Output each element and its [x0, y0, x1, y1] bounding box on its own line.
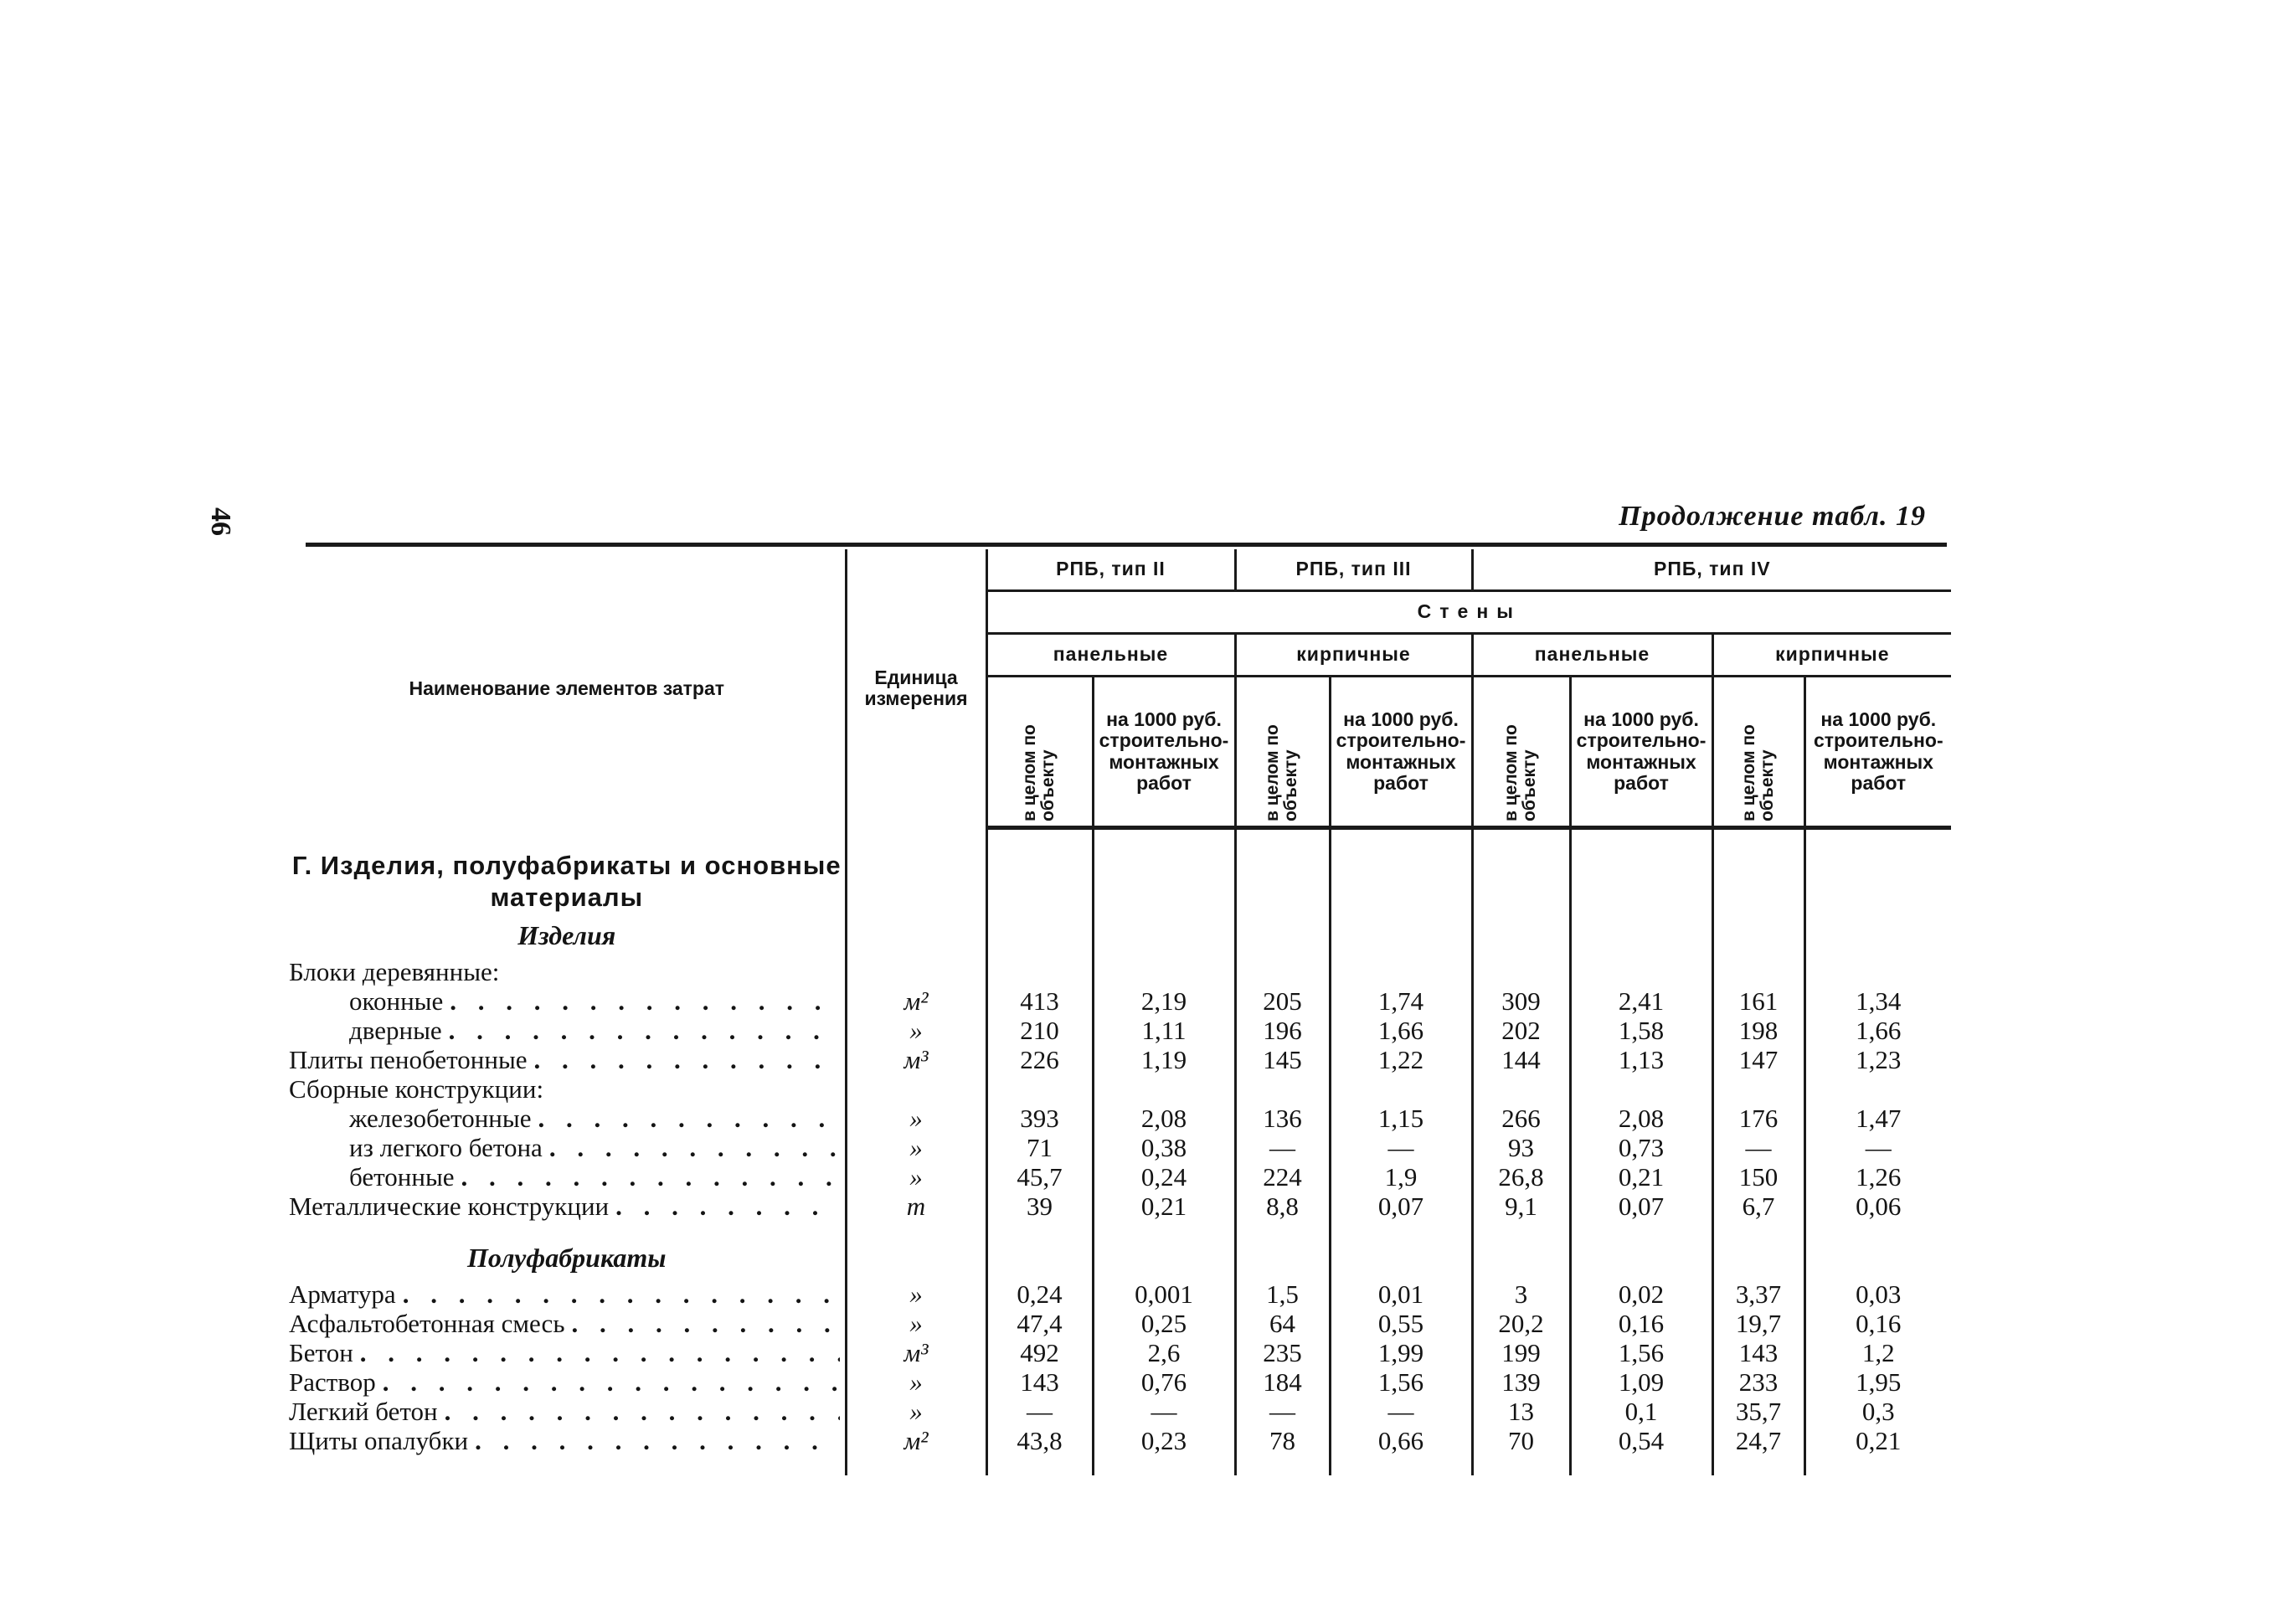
row-name-cell	[289, 1016, 846, 1045]
row-name-cell	[289, 1133, 846, 1162]
value-cell: 2,08	[1093, 1104, 1235, 1133]
row-label: из легкого бетона	[349, 1133, 543, 1163]
value-cell	[1472, 1074, 1570, 1104]
unit-cell: т	[846, 1192, 986, 1221]
value-cell: 184	[1235, 1367, 1330, 1397]
value-cell: 492	[986, 1338, 1093, 1367]
unit-cell	[846, 1074, 986, 1104]
value-cell: 0,16	[1856, 1309, 1902, 1339]
dot-leader	[538, 1104, 839, 1133]
table-row	[289, 1045, 1951, 1074]
value-cell: 2,08	[1570, 1104, 1712, 1133]
row-name-cell	[289, 957, 846, 986]
value-cell: 47,4	[986, 1309, 1093, 1338]
cost-table	[289, 549, 1951, 1475]
value-cell: 24,7	[1712, 1426, 1804, 1455]
header-kind-panel-iv: панельные	[1472, 634, 1712, 677]
value-cell: 1,66	[1856, 1016, 1902, 1046]
header-kind-brick-iv: кирпичные	[1712, 634, 1951, 677]
value-cell: 0,01	[1330, 1279, 1472, 1309]
dot-leader	[449, 1016, 840, 1045]
header-kind-panel-ii: панельные	[986, 634, 1235, 677]
value-cell: —	[1235, 1133, 1330, 1162]
value-cell: 1,74	[1330, 986, 1472, 1016]
table-row	[289, 1338, 1951, 1367]
unit-cell: м²	[846, 986, 986, 1016]
table-row	[289, 1367, 1951, 1397]
value-cell: 39	[986, 1192, 1093, 1221]
unit-cell: »	[846, 1104, 986, 1133]
row-label: Плиты пенобетонные	[289, 1045, 528, 1075]
value-cell: 144	[1472, 1045, 1570, 1074]
value-cell: 198	[1712, 1016, 1804, 1045]
table-row	[289, 1397, 1951, 1426]
dot-leader	[383, 1367, 840, 1397]
header-type-iv: РПБ, тип IV	[1472, 549, 1951, 591]
value-cell: 1,58	[1570, 1016, 1712, 1045]
value-cell: 0,55	[1330, 1309, 1472, 1338]
value-cell: 78	[1235, 1426, 1330, 1455]
row-name-cell	[289, 1162, 846, 1192]
table-row	[289, 957, 1951, 986]
row-name-cell	[289, 1074, 846, 1104]
value-cell	[1712, 957, 1804, 986]
table-row	[289, 1279, 1951, 1309]
table-row	[289, 1104, 1951, 1133]
value-cell: 0,24	[1093, 1162, 1235, 1192]
unit-cell: »	[846, 1162, 986, 1192]
value-cell	[1330, 957, 1472, 986]
row-label: бетонные	[349, 1162, 455, 1192]
value-cell: 0,03	[1856, 1279, 1902, 1310]
table-row	[289, 1133, 1951, 1162]
value-cell: 0,76	[1093, 1367, 1235, 1397]
value-cell: 224	[1235, 1162, 1330, 1192]
value-cell: 139	[1472, 1367, 1570, 1397]
value-cell: 145	[1235, 1045, 1330, 1074]
value-cell: 143	[986, 1367, 1093, 1397]
row-label: Бетон	[289, 1338, 353, 1368]
value-cell: 161	[1712, 986, 1804, 1016]
table-row	[289, 1309, 1951, 1338]
value-cell	[1570, 1074, 1712, 1104]
value-cell: 2,41	[1570, 986, 1712, 1016]
top-rule	[306, 543, 1947, 547]
value-cell: 0,1	[1570, 1397, 1712, 1426]
value-cell	[986, 957, 1093, 986]
unit-cell: »	[846, 1133, 986, 1162]
value-cell: 233	[1712, 1367, 1804, 1397]
row-label: дверные	[349, 1016, 442, 1046]
row-label: Блоки деревянные:	[289, 957, 500, 987]
header-type-ii: РПБ, тип II	[986, 549, 1235, 591]
value-cell: —	[1235, 1397, 1330, 1426]
table-row	[289, 1162, 1951, 1192]
dot-leader	[445, 1397, 840, 1426]
value-cell	[1330, 1074, 1472, 1104]
value-cell: 71	[986, 1133, 1093, 1162]
row-label: Асфальтобетонная смесь	[289, 1309, 565, 1339]
value-cell: 2,6	[1093, 1338, 1235, 1367]
row-label: Щиты опалубки	[289, 1426, 469, 1456]
value-cell	[1235, 957, 1330, 986]
value-cell: 1,5	[1235, 1279, 1330, 1309]
section-title: Г. Изделия, полуфабрикаты и основные материалы	[289, 850, 846, 914]
value-cell: 266	[1472, 1104, 1570, 1133]
value-cell: 136	[1235, 1104, 1330, 1133]
row-name-cell	[289, 1397, 846, 1426]
value-cell: 1,09	[1570, 1367, 1712, 1397]
header-walls: Стены	[986, 591, 1951, 634]
value-cell: 202	[1472, 1016, 1570, 1045]
value-cell: 0,21	[1093, 1192, 1235, 1221]
row-label: оконные	[349, 986, 444, 1017]
subsection-title: Полуфабрикаты	[289, 1236, 846, 1279]
value-cell: 0,54	[1570, 1426, 1712, 1455]
row-name-cell	[289, 1045, 846, 1074]
unit-cell: »	[846, 1016, 986, 1045]
dot-leader	[403, 1279, 840, 1309]
table-row	[289, 1192, 1951, 1221]
row-label: Раствор	[289, 1367, 376, 1398]
value-cell: 0,23	[1093, 1426, 1235, 1455]
value-cell: 196	[1235, 1016, 1330, 1045]
dot-leader	[461, 1162, 840, 1192]
unit-cell: »	[846, 1309, 986, 1338]
value-cell: 8,8	[1235, 1192, 1330, 1221]
row-name-cell	[289, 986, 846, 1016]
row-label: Сборные конструкции:	[289, 1074, 544, 1104]
unit-cell: »	[846, 1279, 986, 1309]
row-label: Легкий бетон	[289, 1397, 438, 1427]
value-cell: 150	[1712, 1162, 1804, 1192]
value-cell: 19,7	[1712, 1309, 1804, 1338]
row-name-cell	[289, 1367, 846, 1397]
unit-cell: м³	[846, 1045, 986, 1074]
value-cell: 45,7	[986, 1162, 1093, 1192]
value-cell: 210	[986, 1016, 1093, 1045]
value-cell: 0,16	[1570, 1309, 1712, 1338]
value-cell: 0,25	[1093, 1309, 1235, 1338]
header-per-1000-2: на 1000 руб. строительно-монтажных работ	[1570, 677, 1712, 828]
value-cell: 13	[1472, 1397, 1570, 1426]
value-cell: 0,06	[1856, 1192, 1902, 1222]
table-row	[289, 986, 1951, 1016]
row-label: Металлические конструкции	[289, 1192, 610, 1222]
page-number: 46	[205, 507, 236, 536]
row-name-cell	[289, 1104, 846, 1133]
table-row	[289, 1074, 1951, 1104]
header-per-1000-3: на 1000 руб. строительно-монтажных работ	[1804, 677, 1951, 828]
value-cell	[1472, 957, 1570, 986]
unit-cell: м³	[846, 1338, 986, 1367]
value-cell: 64	[1235, 1309, 1330, 1338]
value-cell: 1,11	[1093, 1016, 1235, 1045]
value-cell: 70	[1472, 1426, 1570, 1455]
value-cell: 1,9	[1330, 1162, 1472, 1192]
subsection-title: Изделия	[289, 914, 846, 957]
value-cell: 9,1	[1472, 1192, 1570, 1221]
value-cell	[986, 1074, 1093, 1104]
dot-leader	[571, 1309, 839, 1338]
value-cell	[1093, 957, 1235, 986]
table-row	[289, 1426, 1951, 1455]
row-name-cell	[289, 1426, 846, 1455]
value-cell: 0,73	[1570, 1133, 1712, 1162]
value-cell: 2,19	[1093, 986, 1235, 1016]
unit-cell	[846, 957, 986, 986]
unit-cell: »	[846, 1367, 986, 1397]
header-total-2: в целом по объекту	[1472, 677, 1570, 828]
value-cell: 0,02	[1570, 1279, 1712, 1309]
value-cell: 0,07	[1330, 1192, 1472, 1221]
value-cell: 1,34	[1856, 986, 1902, 1017]
row-name-cell	[289, 1338, 846, 1367]
value-cell: 143	[1712, 1338, 1804, 1367]
header-name: Наименование элементов затрат	[289, 549, 846, 828]
value-cell: 20,2	[1472, 1309, 1570, 1338]
value-cell: —	[1330, 1133, 1472, 1162]
dot-leader	[549, 1133, 840, 1162]
value-cell: 1,22	[1330, 1045, 1472, 1074]
header-unit: Единица измерения	[846, 549, 986, 828]
value-cell: 235	[1235, 1338, 1330, 1367]
value-cell: 1,66	[1330, 1016, 1472, 1045]
row-name-cell	[289, 1309, 846, 1338]
dot-leader	[534, 1045, 840, 1074]
header-total-1: в целом по объекту	[1235, 677, 1330, 828]
value-cell: 1,19	[1093, 1045, 1235, 1074]
header-total-0: в целом по объекту	[986, 677, 1093, 828]
value-cell	[1093, 1074, 1235, 1104]
dot-leader	[475, 1426, 839, 1455]
value-cell: 3	[1472, 1279, 1570, 1309]
value-cell: 1,2	[1861, 1338, 1895, 1368]
value-cell: 26,8	[1472, 1162, 1570, 1192]
value-cell: 1,95	[1856, 1367, 1902, 1398]
row-label: Арматура	[289, 1279, 396, 1310]
row-name-cell	[289, 1192, 846, 1221]
header-per-1000-0: на 1000 руб. строительно-монтажных работ	[1093, 677, 1235, 828]
value-cell: 0,07	[1570, 1192, 1712, 1221]
value-cell: 393	[986, 1104, 1093, 1133]
value-cell: 0,001	[1093, 1279, 1235, 1309]
value-cell: 0,21	[1570, 1162, 1712, 1192]
value-cell: —	[1093, 1397, 1235, 1426]
value-cell: 43,8	[986, 1426, 1093, 1455]
row-name-cell	[289, 1279, 846, 1309]
value-cell: 35,7	[1712, 1397, 1804, 1426]
value-cell: 0,66	[1330, 1426, 1472, 1455]
row-label: железобетонные	[349, 1104, 532, 1134]
value-cell	[1804, 957, 1951, 986]
value-cell	[1712, 1074, 1804, 1104]
value-cell: 199	[1472, 1338, 1570, 1367]
table-caption: Продолжение табл. 19	[1619, 501, 1926, 532]
value-cell: 309	[1472, 986, 1570, 1016]
table-row	[289, 1016, 1951, 1045]
header-kind-brick-iii: кирпичные	[1235, 634, 1472, 677]
dot-leader	[615, 1192, 839, 1221]
value-cell: 147	[1712, 1045, 1804, 1074]
value-cell: 93	[1472, 1133, 1570, 1162]
header-total-3: в целом по объекту	[1712, 677, 1804, 828]
value-cell: 205	[1235, 986, 1330, 1016]
value-cell: 1,99	[1330, 1338, 1472, 1367]
value-cell: 0,21	[1856, 1426, 1902, 1456]
value-cell: 6,7	[1712, 1192, 1804, 1221]
value-cell: 1,26	[1856, 1162, 1902, 1192]
value-cell: 1,56	[1570, 1338, 1712, 1367]
value-cell	[1235, 1074, 1330, 1104]
value-cell	[1804, 1074, 1951, 1104]
value-cell: 1,56	[1330, 1367, 1472, 1397]
dot-leader	[360, 1338, 840, 1367]
value-cell: 176	[1712, 1104, 1804, 1133]
value-cell: 3,37	[1712, 1279, 1804, 1309]
value-cell: 0,38	[1093, 1133, 1235, 1162]
value-cell: —	[1865, 1133, 1892, 1163]
value-cell: —	[1712, 1133, 1804, 1162]
value-cell: 1,47	[1856, 1104, 1902, 1134]
value-cell	[1570, 957, 1712, 986]
header-type-iii: РПБ, тип III	[1235, 549, 1472, 591]
unit-cell: м²	[846, 1426, 986, 1455]
value-cell: 226	[986, 1045, 1093, 1074]
value-cell: 1,23	[1856, 1045, 1902, 1075]
value-cell: —	[986, 1397, 1093, 1426]
value-cell: —	[1330, 1397, 1472, 1426]
value-cell: 0,24	[986, 1279, 1093, 1309]
header-per-1000-1: на 1000 руб. строительно-монтажных работ	[1330, 677, 1472, 828]
unit-cell: »	[846, 1397, 986, 1426]
value-cell: 1,15	[1330, 1104, 1472, 1133]
value-cell: 413	[986, 986, 1093, 1016]
value-cell: 0,3	[1861, 1397, 1895, 1427]
value-cell: 1,13	[1570, 1045, 1712, 1074]
dot-leader	[450, 986, 839, 1016]
